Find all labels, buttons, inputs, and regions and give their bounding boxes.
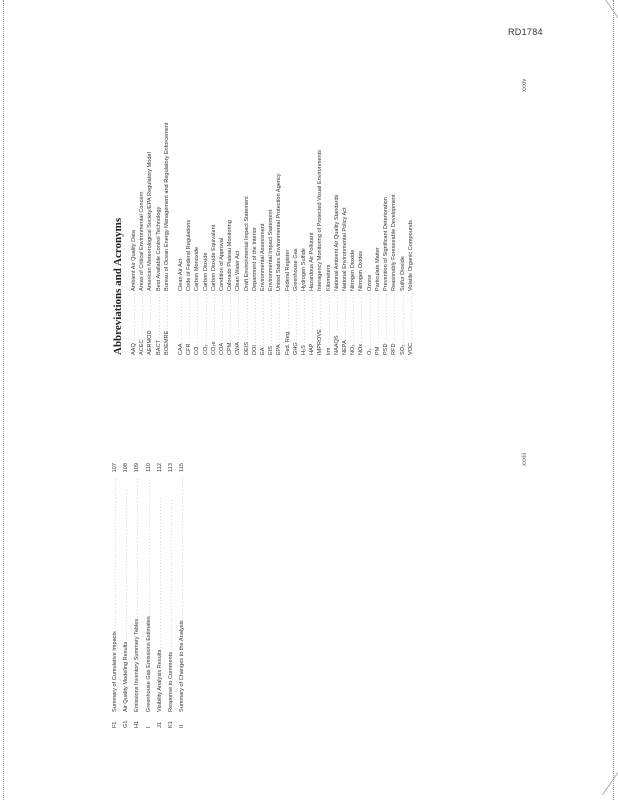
toc-row xyxy=(132,463,143,728)
document-code: RD1784 xyxy=(508,27,543,37)
toc-row xyxy=(144,463,155,728)
abbreviation-row xyxy=(366,45,374,355)
abbreviation-row xyxy=(357,45,365,355)
abbreviation-term: Fed. Reg. . . . xyxy=(284,293,292,355)
abbreviation-row xyxy=(325,45,333,355)
abbreviation-row xyxy=(251,45,259,355)
abbreviation-definition: Draft Environmental Impact Statement xyxy=(243,196,250,291)
abbreviation-term: CAA . . . xyxy=(177,293,185,355)
abbreviation-term: EA . . . xyxy=(259,293,267,355)
toc-label: Summary of Changes to the Analysis . . . xyxy=(177,477,188,712)
abbreviation-row xyxy=(407,45,415,355)
abbreviation-row xyxy=(316,45,324,355)
abbreviation-row xyxy=(341,45,349,355)
abbreviation-term: HAP . . . xyxy=(308,293,316,355)
abbreviation-row xyxy=(382,45,390,355)
toc-page: 107 xyxy=(112,463,118,473)
abbreviation-definition: Environmental Assessment xyxy=(260,223,267,291)
toc-label: Emissions Inventory Summary Tables . . . xyxy=(132,477,143,712)
toc-num: J1 xyxy=(156,722,163,728)
abbreviations-title: Abbreviations and Acronyms xyxy=(112,217,124,355)
toc-label: Greenhouse Gas Emissions Estimates . . . xyxy=(144,477,155,712)
toc-num: H1 xyxy=(134,720,141,728)
abbreviation-term: COA . . . xyxy=(218,293,226,355)
toc-page: 115 xyxy=(179,463,186,472)
abbreviation-term: AERMOD . . . xyxy=(146,293,154,355)
toc-num: F1 xyxy=(112,721,118,728)
abbreviation-definition: Department of the Interior xyxy=(251,227,258,291)
abbreviation-term: VOC . . . xyxy=(407,293,415,355)
abbreviation-row xyxy=(374,45,382,355)
toc-label: Summary of Cumulative Impacts . . . xyxy=(110,477,121,712)
abbreviation-term: NAAQS . . . xyxy=(333,293,341,355)
abbreviation-definition: United States Environmental Protection Agency xyxy=(276,173,283,291)
abbreviation-definition: Bureau of Ocean Energy Management and Regulatory Enforcement xyxy=(163,122,170,291)
abbreviation-term: NEPA . . . xyxy=(341,293,349,355)
abbreviation-definition: National Environmental Policy Act xyxy=(342,207,349,291)
abbreviations-list xyxy=(130,45,415,355)
abbreviation-term: SO₂ . . . xyxy=(399,293,407,355)
abbreviation-row xyxy=(259,45,267,355)
abbreviation-definition: Prevention of Significant Deterioration xyxy=(383,197,390,291)
abbreviations-section xyxy=(112,45,522,355)
abbreviation-row xyxy=(349,45,357,355)
toc-row xyxy=(155,463,166,728)
abbreviation-term: NOx . . . xyxy=(357,293,365,355)
abbreviation-row xyxy=(155,45,163,355)
page-curl-mark xyxy=(602,770,618,795)
abbreviation-row xyxy=(202,45,210,355)
abbreviation-term: CO . . . xyxy=(193,293,201,355)
toc-page: 113 xyxy=(168,463,175,472)
abbreviation-term: PM . . . xyxy=(374,293,382,355)
abbreviation-term: O₃ . . . xyxy=(366,293,374,355)
toc-page: 112 xyxy=(156,463,163,472)
toc-page: 108 xyxy=(123,463,130,473)
abbreviation-definition: Particulate Matter xyxy=(374,247,381,291)
abbreviation-row xyxy=(300,45,308,355)
toc-row xyxy=(177,463,188,728)
toc-row xyxy=(121,463,132,728)
abbreviation-definition: Code of Federal Regulations xyxy=(186,219,193,291)
abbreviation-row xyxy=(130,45,138,355)
abbreviation-definition: Reasonably Foreseeable Development xyxy=(391,194,398,291)
abbreviation-term: DEIS . . . xyxy=(243,293,251,355)
abbreviation-row xyxy=(267,45,275,355)
abbreviation-term: RFD . . . xyxy=(390,293,398,355)
abbreviation-row xyxy=(234,45,242,355)
abbreviation-definition: Clean Water Act xyxy=(235,250,242,291)
toc-page: 110 xyxy=(145,463,152,472)
abbreviation-row xyxy=(243,45,251,355)
toc-list xyxy=(110,463,188,728)
abbreviation-term: CO₂e . . . xyxy=(210,293,218,355)
abbreviation-term: CPM . . . xyxy=(226,293,234,355)
abbreviation-row xyxy=(177,45,185,355)
abbreviation-definition: Interagency Monitoring of Protected Visual Environments xyxy=(317,149,324,291)
left-page-number: xxxiii xyxy=(522,453,528,466)
left-page-edge xyxy=(3,0,4,800)
abbreviation-row xyxy=(275,45,283,355)
abbreviation-row xyxy=(218,45,226,355)
toc-num: K1 xyxy=(168,721,175,728)
abbreviation-row xyxy=(399,45,407,355)
abbreviation-definition: Hazardous Air Pollutant xyxy=(309,232,316,291)
abbreviation-definition: Greenhouse Gas xyxy=(292,248,299,291)
abbreviation-row xyxy=(284,45,292,355)
abbreviation-row xyxy=(193,45,201,355)
abbreviation-definition: Colorado Plateau Monitoring xyxy=(227,220,234,291)
abbreviation-term: CWA . . . xyxy=(234,293,242,355)
abbreviation-term: km . . . xyxy=(325,293,333,355)
abbreviation-definition: Sulfur Dioxide xyxy=(399,256,406,291)
abbreviation-term: DOI . . . xyxy=(251,293,259,355)
abbreviation-row xyxy=(138,45,146,355)
abbreviation-term: CFR . . . xyxy=(185,293,193,355)
toc-row xyxy=(166,463,177,728)
right-page-number: xxxiv xyxy=(522,78,528,92)
abbreviation-term: H₂S . . . xyxy=(300,293,308,355)
abbreviation-definition: Carbon Dioxide Equivalent xyxy=(210,224,217,291)
toc-label: Air Quality Modeling Results . . . xyxy=(121,477,132,712)
abbreviation-term: CO₂ . . . xyxy=(202,293,210,355)
abbreviation-definition: National Ambient Air Quality Standards xyxy=(333,194,340,291)
abbreviation-term: BOEMRE . . . xyxy=(163,293,171,355)
abbreviation-term: ACEC . . . xyxy=(138,293,146,355)
abbreviation-row xyxy=(185,45,193,355)
abbreviation-definition: Best Available Control Technology xyxy=(155,206,162,291)
abbreviation-term: GHG . . . xyxy=(292,293,300,355)
abbreviation-row xyxy=(146,45,154,355)
abbreviation-term: PSD . . . xyxy=(382,293,390,355)
page-curl-mark xyxy=(604,0,618,23)
abbreviation-definition: Ambient Air Quality Data xyxy=(131,230,137,291)
toc-label: Response to Comments . . . xyxy=(166,477,177,712)
right-page-edge xyxy=(613,0,614,800)
abbreviation-definition: Hydrogen Sulfide xyxy=(301,248,308,291)
toc-num: II xyxy=(179,724,186,728)
abbreviation-definition: Ozone xyxy=(366,274,373,291)
abbreviation-row xyxy=(210,45,218,355)
toc-page: 109 xyxy=(134,463,141,473)
abbreviation-definition: Areas of Critical Environmental Concern xyxy=(139,191,146,291)
abbreviation-definition: Nitrogen Oxides xyxy=(358,250,365,291)
abbreviation-definition: Volatile Organic Compounds xyxy=(407,220,414,291)
abbreviation-definition: Kilometers xyxy=(325,264,332,291)
abbreviation-row xyxy=(333,45,341,355)
abbreviation-definition: American Meteorological Society/EPA Regulatory Model xyxy=(147,152,154,291)
appendix-toc xyxy=(110,463,240,728)
abbreviation-definition: Condition of Approval xyxy=(219,237,226,291)
abbreviation-term: BACT . . . xyxy=(155,293,163,355)
toc-row xyxy=(110,463,121,728)
abbreviation-term: EPA . . . xyxy=(275,293,283,355)
toc-label: Visibility Analysis Results . . . xyxy=(155,477,166,712)
abbreviation-row xyxy=(163,45,171,355)
abbreviation-term: NO₂ . . . xyxy=(349,293,357,355)
toc-num: I xyxy=(145,726,152,728)
abbreviation-definition: Carbon Dioxide xyxy=(202,252,209,291)
abbreviation-definition: Nitrogen Dioxide xyxy=(350,249,357,291)
abbreviation-term: EIS . . . xyxy=(267,293,275,355)
abbreviation-term: AAQ . . . xyxy=(130,293,138,355)
abbreviation-definition: Clean Air Act xyxy=(178,258,185,291)
toc-num: G1 xyxy=(123,720,130,728)
abbreviation-row xyxy=(390,45,398,355)
abbreviation-row xyxy=(308,45,316,355)
abbreviation-definition: Federal Register xyxy=(284,249,291,291)
abbreviation-row xyxy=(226,45,234,355)
abbreviation-definition: Environmental Impact Statement xyxy=(268,209,275,291)
abbreviation-row xyxy=(292,45,300,355)
abbreviation-term: IMPROVE . . . xyxy=(316,293,324,355)
abbreviation-definition: Carbon Monoxide xyxy=(194,246,201,291)
